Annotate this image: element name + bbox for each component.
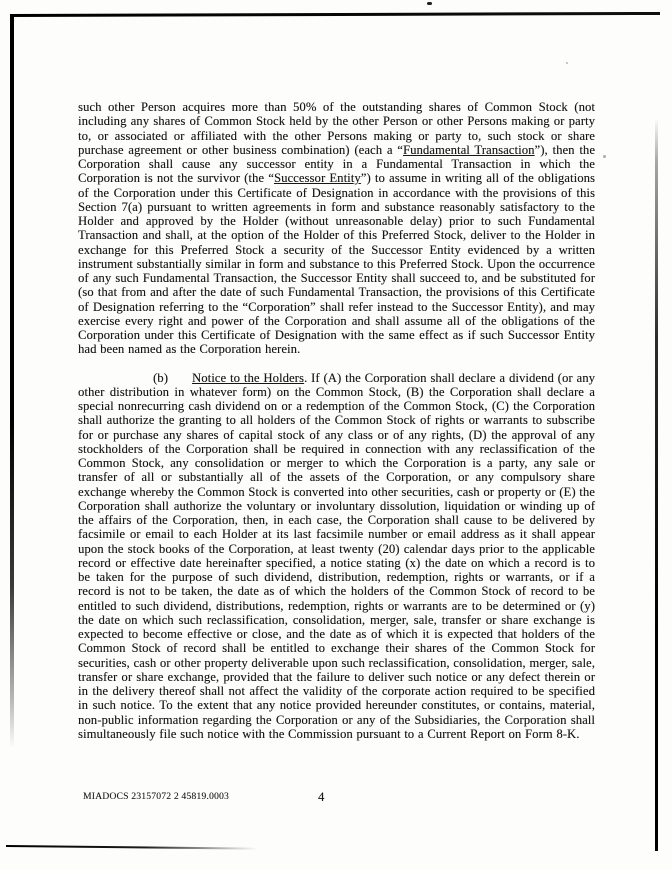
footer-document-code: MIADOCS 23157072 2 45819.0003 [83, 791, 229, 802]
scan-speck [427, 2, 432, 5]
underlined-term: Notice to the Holders [192, 370, 304, 385]
document-body-text [78, 100, 595, 741]
scan-speck [603, 155, 606, 158]
paragraph-fundamental-transaction-continuation [78, 100, 595, 357]
text-run: . If (A) the Corporation shall declare a dividend (or any other distribution in whatever form) on the Common Stock, (B) the Corporation shall declare a special nonrecurring cash dividend on or a redemption of the Common Stock, (C) the Corporation shall authorize the granting to all holders of the Common Stock of rights or warrants to subscribe for or purchase any shares of capital stock of any class or of any rights, (D) the approval of any stockholders of the Corporation shall be required in connection with any reclassification of the Common Stock, any consolidation or merger to which the Corporation is a party, any sale or transfer of all or substantially all of the assets of the Corporation, or any compulsory share exchange whereby the Common Stock is converted into other securities, cash or property or (E) the Corporation shall authorize the voluntary or involuntary dissolution, liquidation or winding up of the affairs of the Corporation, then, in each case, the Corporation shall cause to be delivered by facsimile or email to each Holder at its last facsimile number or email address as it shall appear upon the stock books of the Corporation, at least twenty (20) calendar days prior to the applicable record or effective date hereinafter specified, a notice stating (x) the date on which a record is to be taken for the purpose of such dividend, distribution, redemption, rights or warrants, or if a record is not to be taken, the date as of which the holders of the Common Stock of record to be entitled to such dividend, distributions, redemption, rights or warrants are to be determined or (y) the date on which such reclassification, consolidation, merger, sale, transfer or share exchange is expected to become effective or close, and the date as of which it is expected that holders of the Common Stock of record shall be entitled to exchange their shares of the Common Stock for securities, cash or other property deliverable upon such reclassification, consolidation, merger, sale, transfer or share exchange, provided that the failure to deliver such notice or any defect therein or in the delivery thereof shall not affect the validity of the corporate action required to be specified in such notice. To the extent that any notice provided hereunder constitutes, or contains, material, non-public information regarding the Corporation or any of the Subsidiaries, the Corporation shall simultaneously file such notice with the Commission pursuant to a Current Report on Form 8-K. [78, 370, 595, 741]
scan-frame-right-edge [655, 118, 658, 851]
underlined-term: Fundamental Transaction [403, 142, 535, 157]
text-run: ”), then the Corporation shall cause any successor entity in a Fundamental Transaction in which the Corporation is not the survivor (the “ [78, 142, 596, 186]
text-run: such other Person acquires more than 50% of the outstanding shares of Common Stock (not including any shares of Common Stock held by the other Person or other Persons making or party to, or associated or affiliated with the other Persons making or party to, such stock or share purchase agreement or other business combination) (each a “ [78, 100, 595, 157]
scan-speck [566, 62, 568, 64]
text-run: ”) to assume in writing all of the obligations of the Corporation under this Certificate of Designation in accordance with the provisions of this Section 7(a) pursuant to written agreements in form and substance reasonably satisfactory to the Holder and approved by the Holder (without unreasonable delay) prior to such Fundamental Transaction and shall, at the option of the Holder of this Preferred Stock, deliver to the Holder in exchange for this Preferred Stock a security of the Successor Entity evidenced by a written instrument substantially similar in form and substance to this Preferred Stock. Upon the occurrence of any such Fundamental Transaction, the Successor Entity shall succeed to, and be substituted for (so that from and after the date of such Fundamental Transaction, the provisions of this Certificate of Designation referring to the “Corporation” shall refer instead to the Successor Entity), and may exercise every right and power of the Corporation and shall assume all of the obligations of the Corporation under this Certificate of Designation with the same effect as if such Successor Entity had been named as the Corporation herein. [78, 171, 595, 357]
footer-page-number: 4 [318, 790, 325, 804]
underlined-term: Successor Entity [273, 171, 361, 186]
scan-frame-left-edge [10, 14, 14, 748]
text-run: (b) [153, 370, 168, 385]
scan-frame-top-edge [10, 12, 660, 17]
paragraph-notice-to-the-holders [78, 371, 595, 742]
scan-frame-bottom-edge [6, 845, 258, 850]
